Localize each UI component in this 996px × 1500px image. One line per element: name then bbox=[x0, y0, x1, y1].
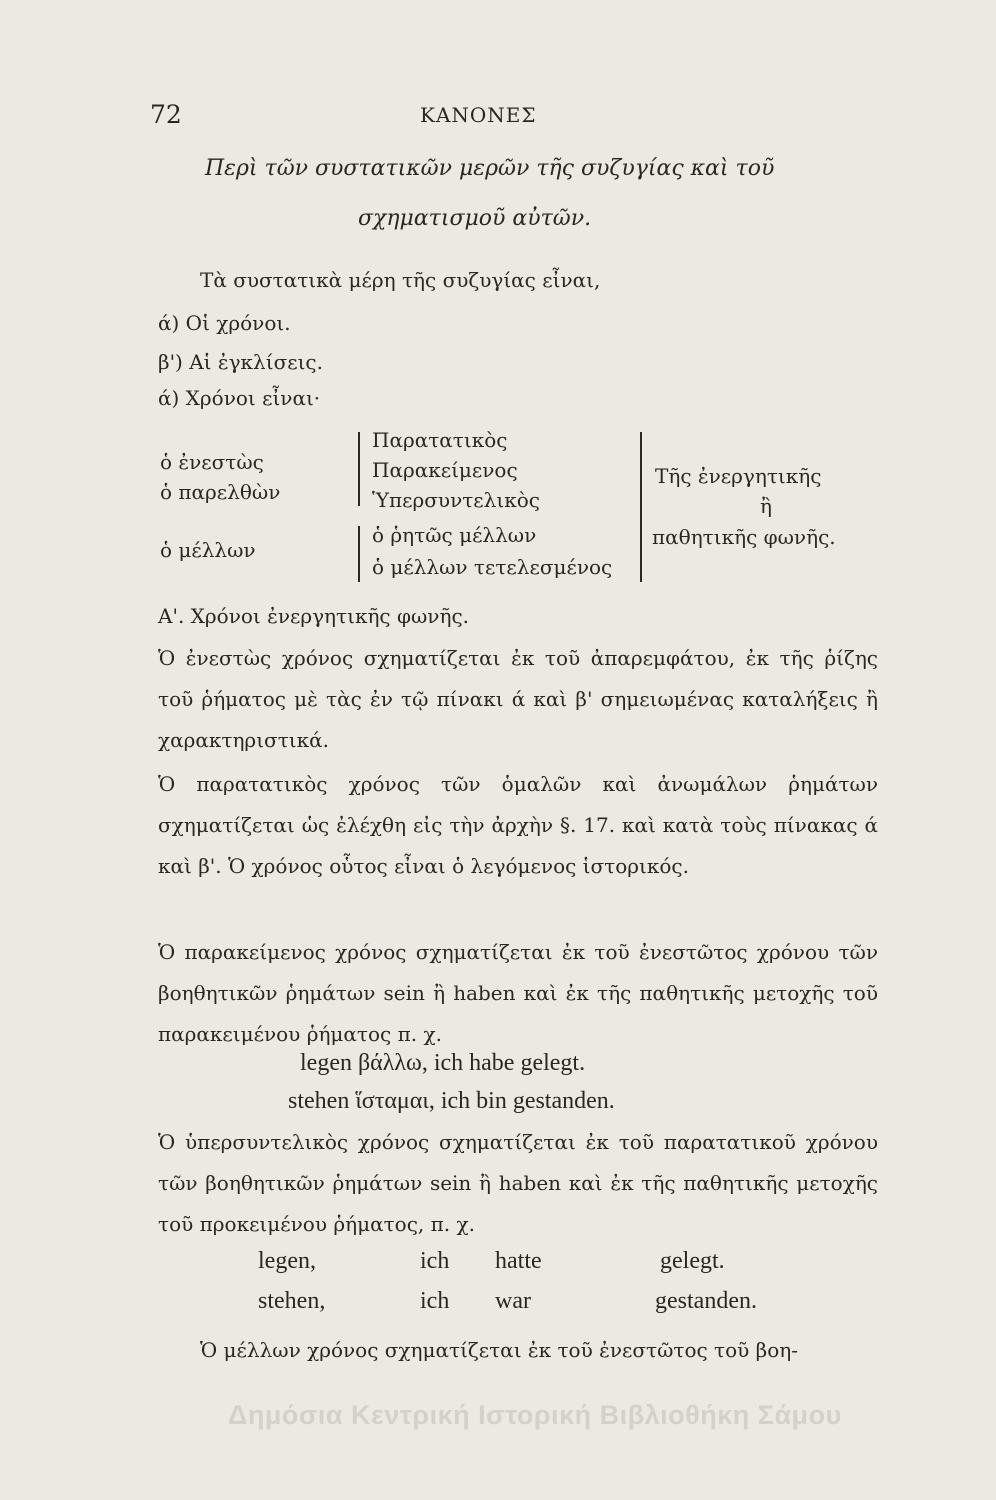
library-watermark: Δημόσια Κεντρική Ιστορική Βιβλιοθήκη Σάμου bbox=[228, 1400, 842, 1430]
running-title: ΚΑΝΟΝΕΣ bbox=[420, 103, 537, 127]
left-brace-lower bbox=[358, 526, 368, 582]
paragraph-future: Ὁ μέλλων χρόνος σχηματίζεται ἐκ τοῦ ἐνεστῶτος τοῦ βοη- bbox=[200, 1338, 799, 1362]
paragraph-imperfect: Ὁ παρατατικὸς χρόνος τῶν ὁμαλῶν καὶ ἀνωμάλων ῥημάτων σχηματίζεται ὡς ἐλέχθη εἰς τὴν ἀρχὴν §. 17. καὶ κατὰ τοὺς πίνακας ά καὶ β'. Ὁ χρόνος οὗτος εἶναι ὁ λεγόμενος ἱστορικός. bbox=[158, 772, 878, 878]
paragraph-perfect: Ὁ παρακείμενος χρόνος σχηματίζεται ἐκ τοῦ ἐνεστῶτος χρόνου τῶν βοηθητικῶν ῥημάτων sein ἢ haben καὶ ἐκ τῆς παθητικῆς μετοχῆς τοῦ παρακειμένου ῥήματος π. χ. bbox=[158, 940, 878, 1046]
example2-r1-c2: ich bbox=[420, 1248, 450, 1274]
example2-r2-c2: ich bbox=[420, 1288, 450, 1314]
tense-right-1: Τῆς ἐνεργητικῆς bbox=[655, 464, 822, 488]
example2-r1-c3: hatte bbox=[495, 1248, 542, 1274]
paragraph-present: Ὁ ἐνεστὼς χρόνος σχηματίζεται ἐκ τοῦ ἀπαρεμφάτου, ἐκ τῆς ῥίζης τοῦ ῥήματος μὲ τὰς ἐν τῷ πίνακι ά καὶ β' σημειωμένας καταλήξεις ἢ χαρακτηριστικά. bbox=[158, 646, 878, 752]
tense-middle-3: Ὑπερσυντελικὸς bbox=[372, 488, 540, 512]
intro-item-b: β') Αἱ ἐγκλίσεις. bbox=[158, 350, 323, 374]
example2-r2-c4: gestanden. bbox=[655, 1288, 757, 1314]
tense-middle-2: Παρακείμενος bbox=[372, 458, 518, 482]
paragraph-pluperfect: Ὁ ὑπερσυντελικὸς χρόνος σχηματίζεται ἐκ τοῦ παρατατικοῦ χρόνου τῶν βοηθητικῶν ῥημάτων sein ἢ haben καὶ ἐκ τῆς παθητικῆς μετοχῆς τοῦ προκειμένου ῥήματος, π. χ. bbox=[158, 1130, 878, 1236]
right-brace bbox=[632, 432, 642, 582]
section-heading-line1: Περὶ τῶν συστατικῶν μερῶν τῆς συζυγίας καὶ τοῦ bbox=[205, 156, 775, 181]
example2-r1-c1: legen, bbox=[258, 1248, 316, 1274]
tense-middle-1: Παρατατικὸς bbox=[372, 428, 508, 452]
tenses-label: ά) Χρόνοι εἶναι· bbox=[158, 386, 321, 410]
tense-left-3: ὁ μέλλων bbox=[160, 538, 256, 562]
example1-line1: legen βάλλω, ich habe gelegt. bbox=[300, 1050, 586, 1076]
tense-right-2: ἢ bbox=[760, 494, 772, 518]
example2-r2-c1: stehen, bbox=[258, 1288, 326, 1314]
example1-line2: stehen ἵσταμαι, ich bin gestanden. bbox=[288, 1088, 615, 1114]
example2-r1-c4: gelegt. bbox=[660, 1248, 725, 1274]
section-a-heading: Α'. Χρόνοι ἐνεργητικῆς φωνῆς. bbox=[158, 604, 469, 628]
intro-item-a: ά) Οἱ χρόνοι. bbox=[158, 311, 291, 335]
left-brace-upper bbox=[358, 432, 368, 506]
intro-line: Τὰ συστατικὰ μέρη τῆς συζυγίας εἶναι, bbox=[200, 268, 601, 292]
tense-left-1: ὁ ἐνεστὼς bbox=[160, 450, 264, 474]
section-heading-line2: σχηματισμοῦ αὐτῶν. bbox=[358, 206, 592, 231]
tense-middle-5: ὁ μέλλων τετελεσμένος bbox=[372, 555, 613, 579]
example2-r2-c3: war bbox=[495, 1288, 531, 1314]
tense-left-2: ὁ παρελθὼν bbox=[160, 480, 281, 504]
page-number: 72 bbox=[150, 100, 182, 129]
tense-middle-4: ὁ ῥητῶς μέλλων bbox=[372, 523, 537, 547]
tense-right-3: παθητικῆς φωνῆς. bbox=[652, 525, 836, 549]
